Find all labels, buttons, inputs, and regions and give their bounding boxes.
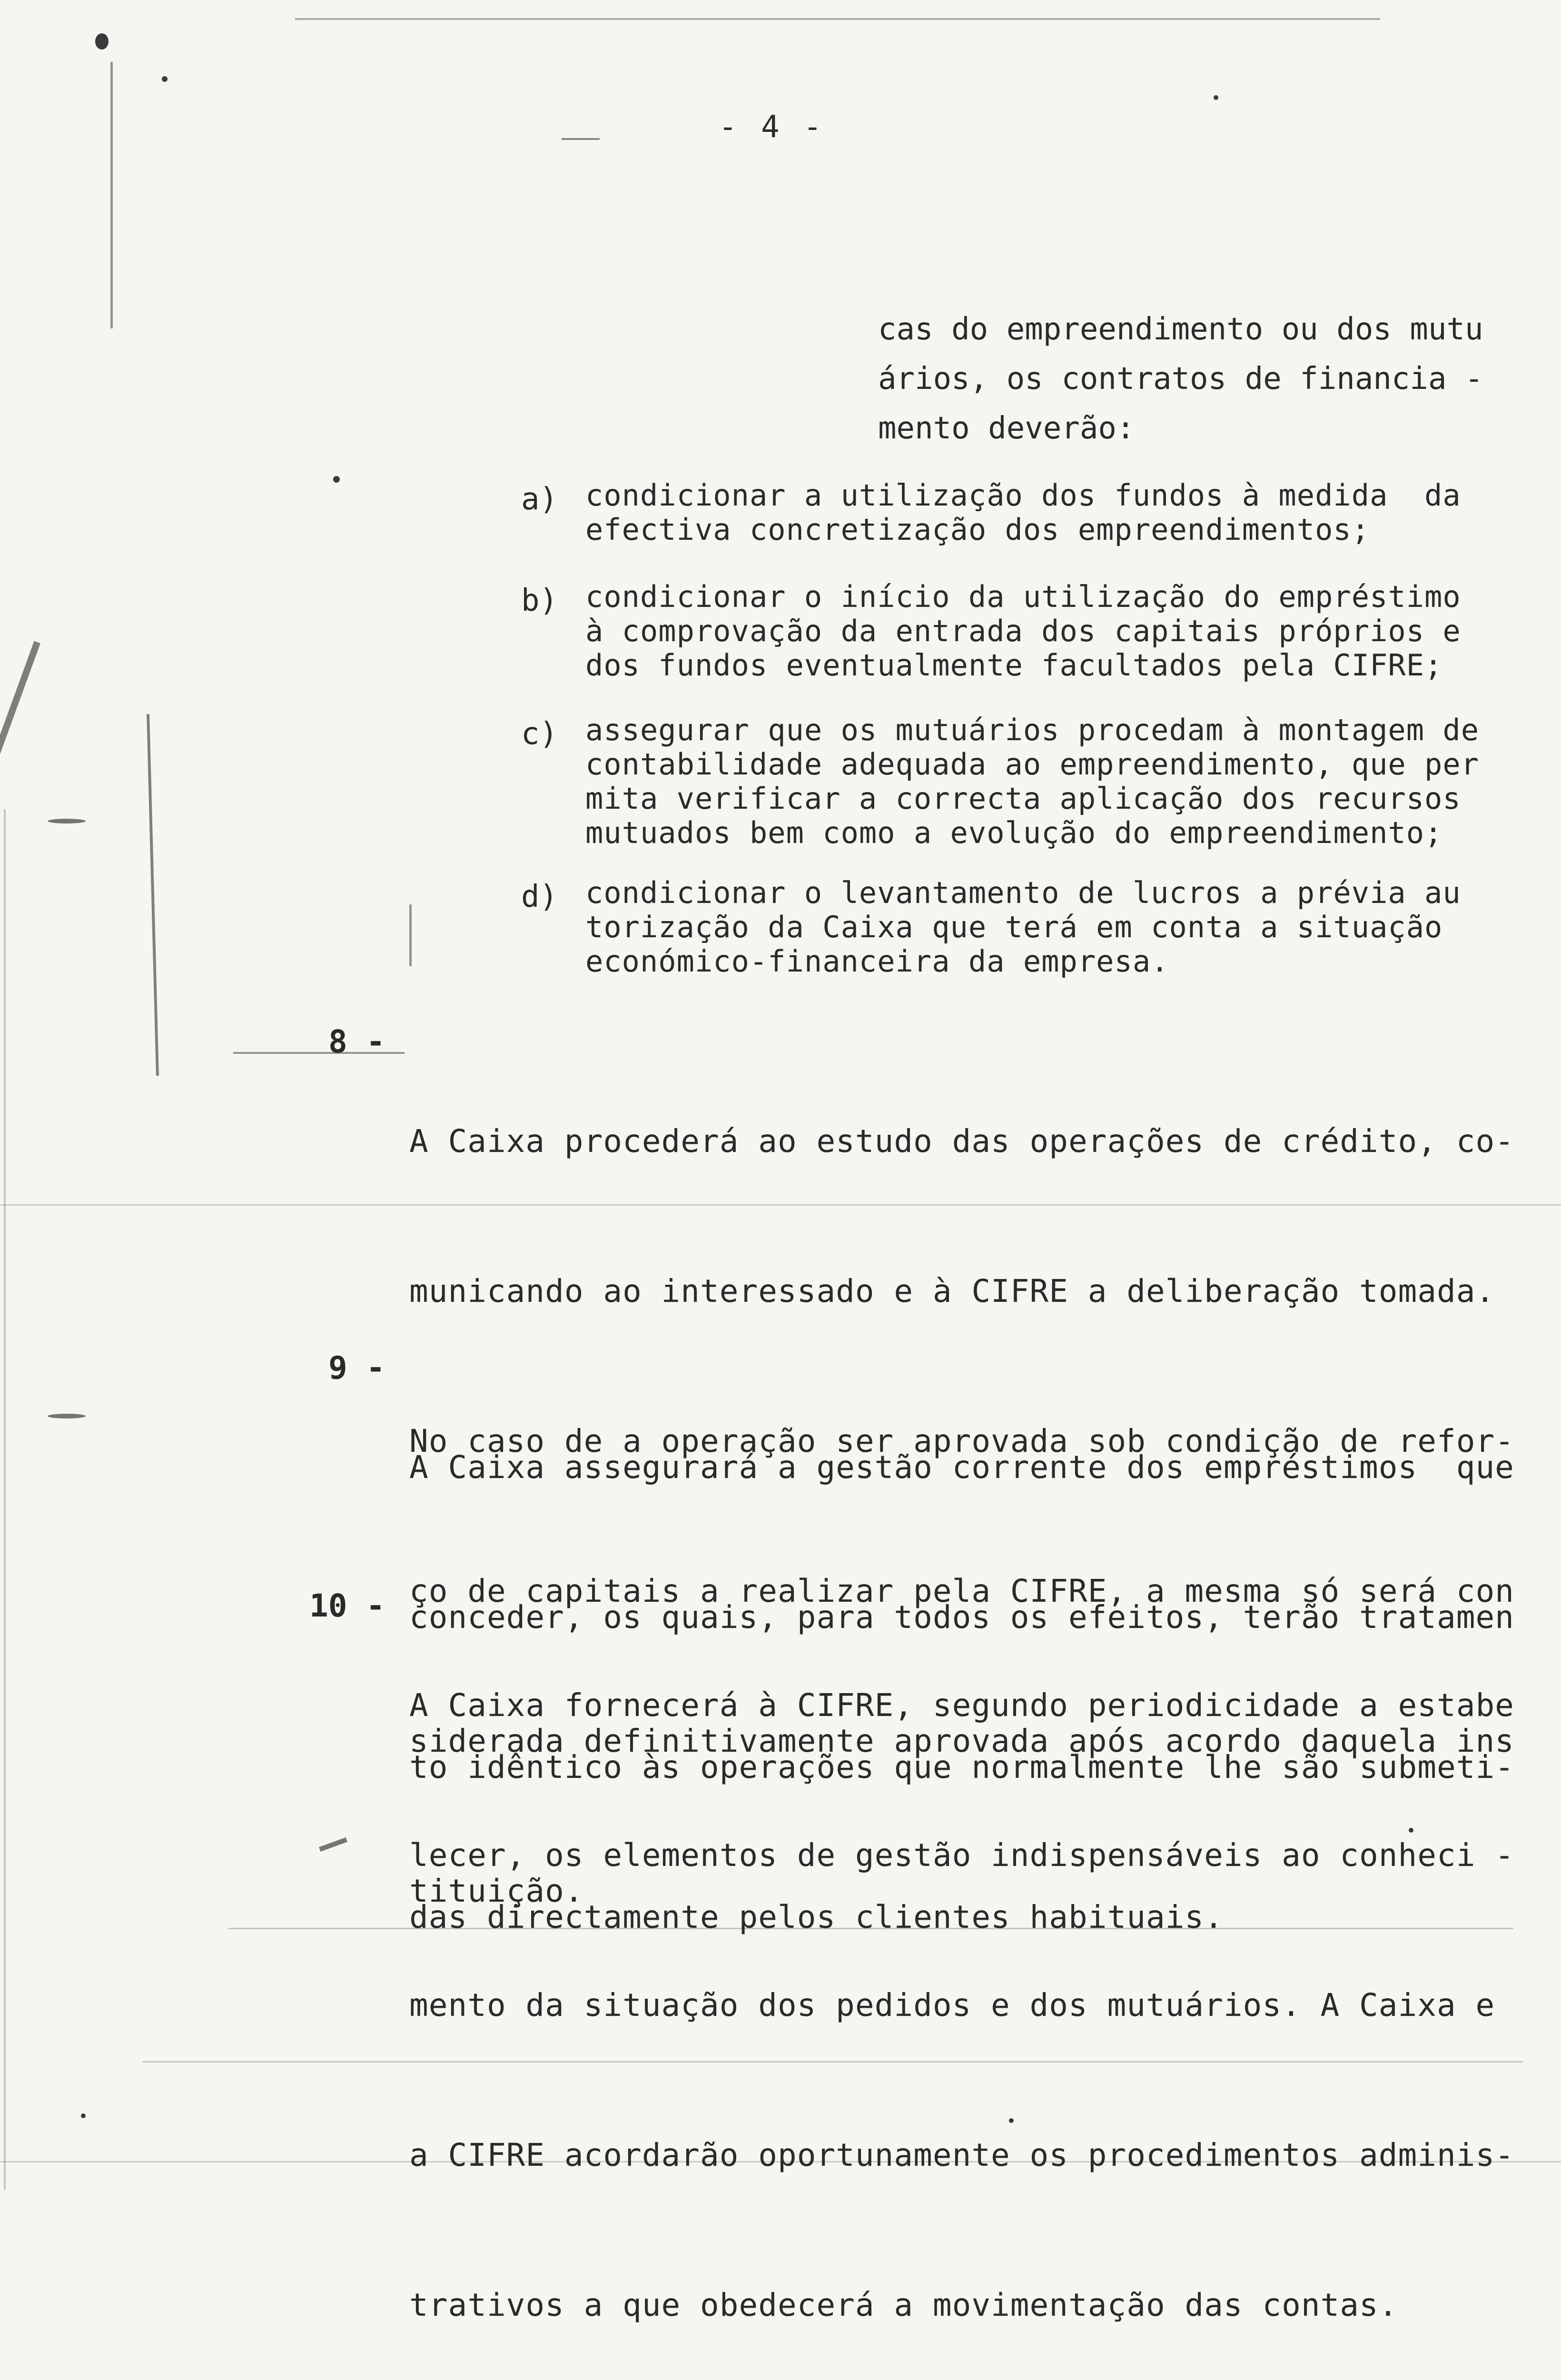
paragraph-line: No caso de a operação ser aprovada sob condição de refor-: [409, 1423, 1514, 1459]
margin-mark-3: [48, 1414, 86, 1418]
speck: [1214, 95, 1218, 100]
margin-mark-4: [319, 1837, 347, 1852]
paragraph-line: A Caixa procederá ao estudo das operações de crédito, co-: [409, 1123, 1514, 1160]
paragraph-line: ço de capitais a realizar pela CIFRE, a mesma só será con: [409, 1573, 1514, 1609]
intro-line: mento deverão:: [878, 411, 1135, 446]
item-b: [585, 580, 1461, 683]
margin-mark-1: [0, 641, 40, 778]
paragraph-line: tituição.: [409, 1873, 584, 1909]
left-margin-line: [110, 62, 113, 328]
paragraph-number-9: 9 -: [328, 1349, 385, 1386]
speck: [162, 76, 168, 82]
item-line: dos fundos eventualmente facultados pela CIFRE;: [585, 648, 1443, 683]
speck: [81, 2113, 86, 2118]
left-edge-line: [4, 809, 6, 2190]
margin-mark-2: [48, 819, 86, 823]
speck: [95, 33, 109, 50]
item-label-d: d): [521, 879, 558, 914]
item-line: económico-financeira da empresa.: [585, 944, 1169, 979]
item-line: contabilidade adequada ao empreendimento, que per: [585, 747, 1480, 782]
intro-line: ários, os contratos de financia -: [878, 361, 1483, 397]
item-d: [585, 876, 1461, 979]
paragraph-line: trativos a que obedecerá a movimentação das contas.: [409, 2287, 1398, 2323]
intro-line: cas do empreendimento ou dos mutu: [878, 312, 1483, 347]
paragraph-line: siderada definitivamente aprovada após acordo daquela ins: [409, 1723, 1514, 1759]
paragraph-10: [409, 1580, 1514, 2380]
paragraph-line: mento da situação dos pedidos e dos mutuários. A Caixa e: [409, 1987, 1495, 2023]
paragraph-number-10: 10 -: [309, 1587, 385, 1624]
item-line: à comprovação da entrada dos capitais próprios e: [585, 614, 1461, 648]
paragraph-line: A Caixa assegurará a gestão corrente dos empréstimos que: [409, 1449, 1514, 1486]
item-line: condicionar o início da utilização do empréstimo: [585, 579, 1461, 614]
item-label-b: b): [521, 583, 558, 618]
left-vertical-line: [147, 714, 159, 1076]
item-label-c: c): [521, 716, 558, 752]
paragraph-line: conceder, os quais, para todos os efeitos, terão tratamen: [409, 1599, 1514, 1636]
item-a: [585, 478, 1461, 547]
paragraph-line: das directamente pelos clientes habituais.: [409, 1899, 1224, 1935]
paragraph-line: to idêntico às operações que normalmente lhe são submeti-: [409, 1749, 1514, 1785]
item-line: efectiva concretização dos empreendimentos;: [585, 512, 1370, 547]
item-line: mita verificar a correcta aplicação dos recursos: [585, 781, 1461, 816]
item-c: [585, 713, 1479, 850]
paragraph-line: municando ao interessado e à CIFRE a deliberação tomada.: [409, 1273, 1495, 1309]
speck: [333, 476, 340, 483]
top-edge-line: [295, 18, 1380, 20]
item-label-a: a): [521, 482, 558, 517]
item-line: condicionar o levantamento de lucros a prévia au: [585, 875, 1461, 910]
paragraph-line: a CIFRE acordarão oportunamente os procedimentos adminis-: [409, 2137, 1514, 2173]
item-line: torização da Caixa que terá em conta a situação: [585, 910, 1443, 944]
intro-text: [878, 305, 1483, 453]
page-number: - 4 -: [719, 109, 825, 145]
paragraph-line: lecer, os elementos de gestão indispensáveis ao conheci -: [409, 1837, 1514, 1874]
paragraph-number-8: 8 -: [328, 1023, 385, 1060]
underline-mark: [562, 138, 600, 140]
item-line: assegurar que os mutuários procedam à montagem de: [585, 713, 1480, 747]
item-line: mutuados bem como a evolução do empreendimento;: [585, 815, 1443, 850]
item-line: condicionar a utilização dos fundos à medida da: [585, 478, 1461, 513]
paragraph-line: A Caixa fornecerá à CIFRE, segundo periodicidade a estabe: [409, 1687, 1514, 1724]
short-vertical-line: [409, 904, 412, 966]
